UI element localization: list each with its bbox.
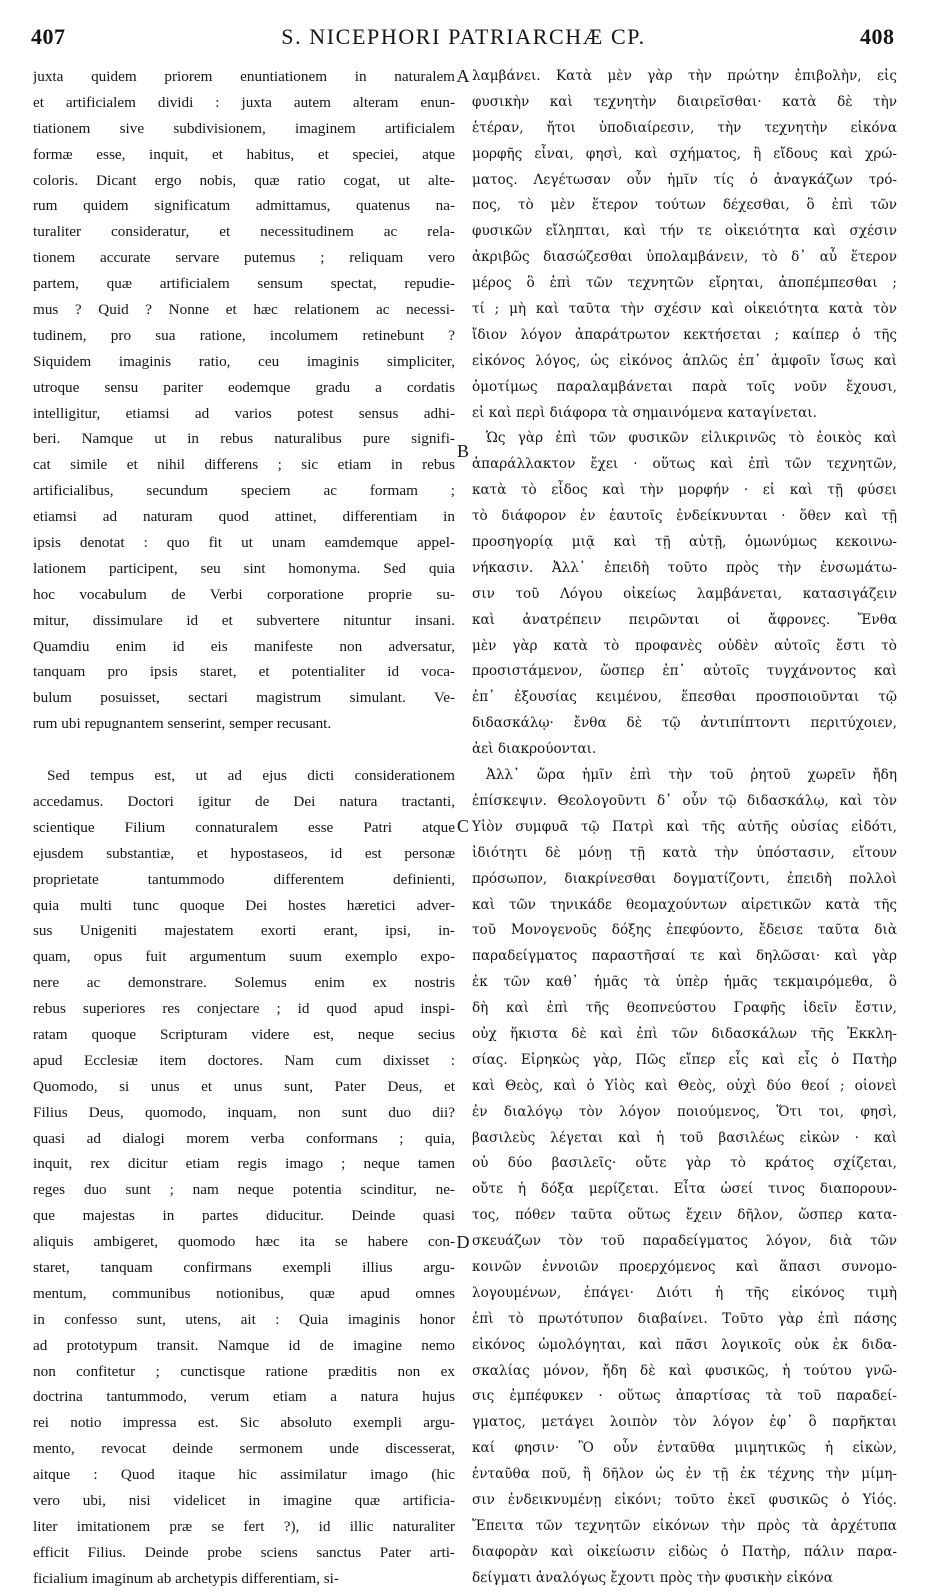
greek-text-line: παραδείγματος παραστῆσαί τε καὶ δηλῶσαι· καὶ γὰρ (472, 948, 897, 965)
latin-text-line: in confesso sunt, utens, ait : Quia imaginis honor (33, 1310, 455, 1328)
greek-text-line: πος, τὸ μὲν ἕτερον τούτων δέχεσθαι, ὃ ἐπὶ τῶν (472, 197, 897, 214)
greek-text-line: εἰ καὶ περὶ διάφορα τὰ σημαινόμενα καταγίνεται. (472, 404, 817, 421)
latin-text-line: liter imitationem præ se fert ?), id illic naturaliter (33, 1517, 455, 1535)
greek-text-line: ἐπ᾽ ἐξουσίας κειμένου, ἕπεσθαι προσποιοῦνται τῷ (472, 689, 897, 706)
greek-text-line: βασιλεὺς λέγεται καὶ ἡ τοῦ βασιλέως εἰκὼν · καὶ (472, 1129, 897, 1146)
greek-text-line: νήκασιν. Ἀλλ᾽ ἐπειδὴ τοῦτο πρὸς τὴν ἐνσωμάτω- (472, 559, 897, 576)
margin-marker-a: A (456, 66, 470, 86)
greek-text-line: δείγματι ἀναλόγως ἔχοντι πρὸς τὴν φυσικὴν εἰκόνα (472, 1569, 833, 1586)
latin-text-line: mentum, communibus notionibus, quæ apud omnes (33, 1284, 455, 1302)
latin-text-line: tionem accurate servare putemus ; reliquam vero (33, 249, 455, 267)
greek-text-line: ἐνταῦθα ποῦ, ἢ δῆλον ὡς ἐν τῇ ἐκ τέχνης τὴν μίμη- (472, 1466, 897, 1483)
latin-text-line: ad prototypum transit. Namque id de imagine nemo (33, 1336, 455, 1354)
greek-text-line: ἐπίσκεψιν. Θεολογοῦντι δ᾽ οὖν τῷ διδασκάλῳ, καὶ τὸν (472, 792, 897, 809)
greek-text-line: φυσικῶν εἴληπται, καὶ τήν τε οἰκειότητα καὶ σχέσιν (472, 223, 897, 240)
latin-column (33, 64, 455, 1592)
greek-text-line: Ὡς γὰρ ἐπὶ τῶν φυσικῶν εἰλικρινῶς τὸ ἐοικὸς καὶ (486, 430, 897, 447)
latin-text-line: beri. Namque ut in rebus naturalibus pure signifi- (33, 430, 455, 448)
latin-text-line: juxta quidem priorem enuntiationem in naturalem (33, 68, 455, 85)
page-number-left: 407 (31, 24, 66, 49)
latin-text-line: Sed tempus est, ut ad ejus dicti considerationem (47, 767, 455, 785)
greek-text-line: σίας. Εἰρηκὼς γὰρ, Πῶς εἴπερ εἷς καὶ εἷς ὁ Πατὴρ (472, 1051, 897, 1068)
greek-text-line: ἀπαράλλακτον ἔχει · οὕτως καὶ ἐπὶ τῶν τεχνητῶν, (472, 456, 897, 473)
greek-text-line: καὶ ἀνατρέπειν πειρῶνται οἱ ἄφρονες. Ἔνθα (472, 611, 897, 628)
latin-text-line: staret, tanquam confirmans exempli illius argu- (33, 1258, 455, 1276)
latin-text-line: ficialium imaginum ab archetypis differentiam, si- (33, 1569, 339, 1587)
latin-text-line: Filius Deus, quomodo, inquam, non sunt duo dii? (33, 1103, 455, 1121)
latin-text-line: mitur, dissimulare id et subvertere nituntur insani. (33, 611, 455, 629)
greek-text-line: κοινῶν ἐννοιῶν προερχόμενος καὶ ἅπασι συνομο- (472, 1258, 897, 1275)
latin-text-line: rei notio impressa est. Sic absoluto exempli argu- (33, 1414, 455, 1432)
latin-text-line: turaliter consideratur, et necessitudinem ac rela- (33, 223, 455, 241)
greek-text-line: δὴ καὶ ἐπὶ τῆς θεοπνεύστου Γραφῆς ἰδεῖν ἔστιν, (472, 1000, 897, 1017)
latin-text-line: rum ubi repugnantem senserint, semper recusant. (33, 715, 332, 733)
greek-text-line: Ἔπειτα τῶν τεχνητῶν εἰκόνων τὴν πρὸς τὰ ἀρχέτυπα (472, 1517, 897, 1534)
latin-text-line: apud Ecclesiæ item doctores. Nam cum dixisset : (33, 1051, 455, 1069)
latin-text-line: coloris. Dicant ergo nobis, quæ ratio cogat, ut alte- (33, 171, 455, 189)
latin-text-line: mento, revocat deinde sermonem unde discesserat, (33, 1440, 455, 1458)
greek-text-line: οὐ δύο βασιλεῖς· οὔτε γὰρ τὸ κράτος σχίζεται, (472, 1155, 897, 1172)
latin-text-line: quasi ad dialogi morem verba conformans ; quia, (33, 1129, 455, 1147)
latin-text-line: quam, opus fuit argumentum suum exemplo expo- (33, 948, 455, 966)
page-number-right: 408 (860, 24, 895, 49)
latin-text-line: rebus superiores res conjectare ; id quod apud inspi- (33, 1000, 455, 1018)
greek-text-line: ὁμοτίμως παραλαμβάνεται παρὰ τοῖς νοῦν ἔχουσι, (472, 378, 897, 395)
latin-text-line: hoc vocabulum de Verbi corporatione proprie su- (33, 585, 455, 603)
latin-text-line: vero ubi, nisi videlicet in imagine quæ artificia- (33, 1491, 455, 1509)
latin-text-line: aitque : Quod itaque hic assimilatur imago (hic (33, 1466, 455, 1484)
latin-text-line: ratam quoque Scripturam videre est, neque secius (33, 1025, 455, 1043)
greek-text-line: καί φησιν· Ὃ οὖν ἐνταῦθα μιμητικῶς ἡ εἰκὼν, (472, 1440, 897, 1457)
greek-text-line: καὶ Θεὸς, καὶ ὁ Υἱὸς καὶ Θεὸς, οὐχὶ δύο θεοί ; οἱονεὶ (472, 1077, 897, 1094)
greek-text-line: σιν ἐνδεικνυμένῃ εἰκόνι; τοῦτο ἐκεῖ φυσικῶς ὁ Υἱός. (472, 1491, 897, 1508)
greek-text-line: πρόσωπον, διακρίνεσθαι δογματίζοντι, ἐπειδὴ πολλοὶ (472, 870, 897, 887)
greek-text-line: ἑτέραν, ἤτοι ὑποδιαίρεσιν, τὴν τεχνητὴν εἰκόνα (472, 119, 897, 136)
greek-text-line: σις ἐμπέφυκεν · οὕτως ἀπαρτίσας τὰ τοῦ παραδεί- (472, 1388, 897, 1405)
greek-text-line: τοῦ Μονογενοῦς δόξης ἐπεφύοντο, ἔδεισε ταῦτα διὰ (472, 922, 897, 939)
latin-text-line: non confitetur ; cunctisque ratione præditis non ex (33, 1362, 455, 1380)
greek-text-line: ματος. Λεγέτωσαν οὖν ἡμῖν τίς ὁ ἀναγκάζων τρό- (472, 171, 897, 188)
greek-text-line: φυσικὴν καὶ τεχνητὴν διαιρεῖσθαι· κατὰ δὲ τὴν (472, 93, 897, 110)
greek-text-line: προσιστάμενον, ὥσπερ ἐπ᾽ αὐτοῖς τυγχάνοντος καὶ (472, 663, 897, 680)
latin-text-line: artificialibus, secundum speciem ac formam ; (33, 482, 455, 500)
latin-text-line: que majestas in partes diducitur. Deinde quasi (33, 1207, 455, 1225)
greek-text-line: λογουμένων, ἐπάγει· Διότι ἡ τῆς εἰκόνος τιμὴ (472, 1284, 897, 1301)
latin-text-line: tanquam pro ipsis staret, et potentialiter id voca- (33, 663, 455, 681)
latin-text-line: efficit Filius. Deinde probe sciens sanctus Pater arti- (33, 1543, 455, 1561)
margin-marker-c: C (456, 816, 469, 836)
latin-text-line: tiationem sive subdivisionem, imaginem artificialem (33, 119, 455, 137)
latin-text-line: lationem participent, seu sint homonyma. Sed quia (33, 559, 455, 577)
latin-text-line: Quomodo, si unus et unus sunt, Pater Deus, et (33, 1077, 455, 1095)
greek-text-line: διαφορὰν καὶ οἰκείωσιν εἰδὼς ὁ Πατὴρ, πάλιν παρα- (472, 1543, 897, 1560)
latin-text-line: mus ? Quid ? Nonne et hæc relationem ac necessi- (33, 301, 455, 319)
greek-text-line: μορφῆς εἶναι, φησὶ, καὶ σχήματος, ἢ εἴδους καὶ χρώ- (472, 145, 897, 162)
latin-text-line: scientique Filium connaturalem esse Patri atque (33, 818, 455, 836)
greek-text-line: λαμβάνει. Κατὰ μὲν γὰρ τὴν πρώτην ἐπιβολὴν, εἰς (472, 68, 897, 84)
latin-text-line: etiamsi ad naturam quod attinet, differentiam in (33, 508, 455, 526)
latin-text-line: nere ac demonstrare. Solemus enim ex nostris (33, 974, 455, 992)
greek-text-line: μέρος ὃ ἐπὶ τῶν τεχνητῶν εἴρηται, ἀποπέμπεσθαι ; (472, 275, 897, 292)
greek-text-line: εἰκόνος λόγος, ὡς εἰκόνος ἁπλῶς ἐπ᾽ ἀμφοῖν ἴσως καὶ (472, 352, 897, 369)
greek-text-line: τί ; μὴ καὶ ταῦτα τὴν σχέσιν καὶ οἰκειότητα κατὰ τὸν (472, 301, 897, 318)
greek-text-line: γματος, μετάγει λοιπὸν τὸν λόγον ἐφ᾽ ὃ παρῆκται (472, 1414, 897, 1431)
latin-text-line: rum quidem significatum admittamus, quatenus na- (33, 197, 455, 215)
greek-text-line: σκευάζων τὸν τοῦ παραδείγματος λόγον, διὰ τῶν (472, 1233, 897, 1250)
greek-text-line: ἀεὶ διακρούονται. (472, 741, 597, 758)
greek-text-line: οὔτε ἡ δόξα μερίζεται. Εἶτα ὡσεί τινος διαπορουν- (472, 1181, 897, 1198)
latin-text-line: proprietate tantummodo differentem definienti, (33, 870, 455, 888)
greek-text-line: διδασκάλῳ· ἔνθα δὲ τῷ ἀντιπίπτοντι περιτύχοιεν, (472, 715, 897, 732)
latin-text-line: Quamdiu enim id eis manifeste non adversatur, (33, 637, 455, 655)
latin-text-line: formæ esse, inquit, et habitus, et speciei, atque (33, 145, 455, 163)
latin-text-line (33, 737, 455, 763)
margin-marker-d: D (456, 1232, 470, 1252)
greek-text-line: ἰδιότητι δὲ μόνῃ τῇ κατὰ τὴν ὑπόστασιν, εἴτουν (472, 844, 897, 861)
latin-text-line: utroque sensu pariter eodemque gradu a cordatis (33, 378, 455, 396)
latin-text-line: inquit, rex dicitur etiam regis imago ; neque tamen (33, 1155, 455, 1173)
greek-text-line: καὶ τῶν τηνικάδε θεομαχούντων αἱρετικῶν κατὰ τῆς (472, 896, 897, 913)
latin-text-line: cat simile et nihil differens ; sic etiam in rebus (33, 456, 455, 474)
latin-text-line: reges duo sunt ; nam neque potentia scinditur, ne- (33, 1181, 455, 1199)
greek-text-line: σκαλίας μόνον, ἤδη δὲ καὶ φυσικῶς, ἡ τούτου γνῶ- (472, 1362, 897, 1379)
greek-text-line: ἴδιον λόγον ἀπαράτρωτον κεκτήσεται ; καίπερ ὁ τῆς (472, 326, 897, 343)
latin-text-line: intelligitur, etiamsi ad varios potest sensus adhi- (33, 404, 455, 422)
greek-column (472, 64, 897, 1592)
greek-text-line: Υἱὸν συμφυᾶ τῷ Πατρὶ καὶ τῆς αὐτῆς οὐσίας εἰδότι, (472, 818, 897, 835)
latin-text-line: aliquis ambigeret, quomodo hæc ita se habere con- (33, 1233, 455, 1251)
running-header (0, 0, 927, 56)
latin-text-line: accedamus. Doctori igitur de Dei natura tractanti, (33, 792, 455, 810)
latin-text-line: bulum posuisset, sectari magistrum simulant. Ve- (33, 689, 455, 707)
greek-text-line: Ἀλλ᾽ ὥρα ἡμῖν ἐπὶ τὴν τοῦ ῥητοῦ χωρεῖν ἤδη (486, 767, 897, 784)
greek-text-line: ἀκριβῶς διασώζεσθαι ὑπολαμβάνειν, τὸ δ᾽ αὖ ἕτερον (472, 249, 897, 266)
margin-marker-b: B (456, 441, 469, 461)
greek-text-line: ἐν διαλόγῳ τὸν λόγον ποιούμενος, Ὅτι τοι, φησὶ, (472, 1103, 897, 1120)
greek-text-line: σιν τοῦ Λόγου οἰκείως λαμβάνεται, κατασιγάζειν (472, 585, 897, 602)
latin-text-line: tudinem, pro sua ratione, incolumem retinebunt ? (33, 326, 455, 344)
latin-text-line: et artificialem dividi : juxta autem alteram enun- (33, 93, 455, 111)
greek-text-line: τὸ διάφορον ἐν ἑαυτοῖς ἐνδείκνυνται · ὅθεν καὶ τῇ (472, 508, 897, 525)
greek-text-line: οὐχ ἥκιστα δὲ καὶ ἐπὶ τῶν διδασκάλων τῆς Ἐκκλη- (472, 1025, 897, 1042)
greek-text-line: προσηγορίᾳ μιᾷ καὶ τῇ αὐτῇ, ὁμωνύμως κεκοινω- (472, 534, 897, 551)
greek-text-line: ἐκ τῶν καθ᾽ ἡμᾶς τὰ ὑπὲρ ἡμᾶς τεκμαιρόμεθα, ὃ (472, 974, 897, 991)
greek-text-line: εἰκόνος ὡμολόγηται, καὶ πᾶσι λογικοῖς οὐκ ἐκ διδα- (472, 1336, 897, 1353)
latin-text-line: sus Unigeniti majestatem exorti erant, ipsi, in- (33, 922, 455, 940)
latin-text-line: ipsis denotat : quo fit ut unam eamdemque appel- (33, 534, 455, 552)
latin-text-line: quia multi tunc quoque Dei hostes hæretici adver- (33, 896, 455, 914)
greek-text-line: τος, πόθεν ταῦτα οὕτως ἔχειν δῆλον, ὥσπερ κατα- (472, 1207, 897, 1224)
greek-text-line: κατὰ τὸ εἶδος καὶ τὴν μορφήν · εἰ καὶ τῇ φύσει (472, 482, 897, 499)
greek-text-line: ἐπὶ τὸ πρωτότυπον διαβαίνει. Τοῦτο γὰρ ἐπὶ πάσης (472, 1310, 897, 1327)
latin-text-line: doctrina tantummodo, verum etiam a natura hujus (33, 1388, 455, 1406)
running-title: S. NICEPHORI PATRIARCHÆ CP. (281, 24, 646, 49)
latin-text-line: Siquidem imaginis ratio, ceu imaginis simpliciter, (33, 352, 455, 370)
latin-text-line: partem, quæ artificialem sensum spectat, repudie- (33, 275, 455, 293)
greek-text-line: μὲν γὰρ κατὰ τὸ προφανὲς οὐδὲν αὐτοῖς ἔστι τὸ (472, 637, 897, 654)
latin-text-line: ejusdem substantiæ, et hypostaseos, id est personæ (33, 844, 455, 862)
